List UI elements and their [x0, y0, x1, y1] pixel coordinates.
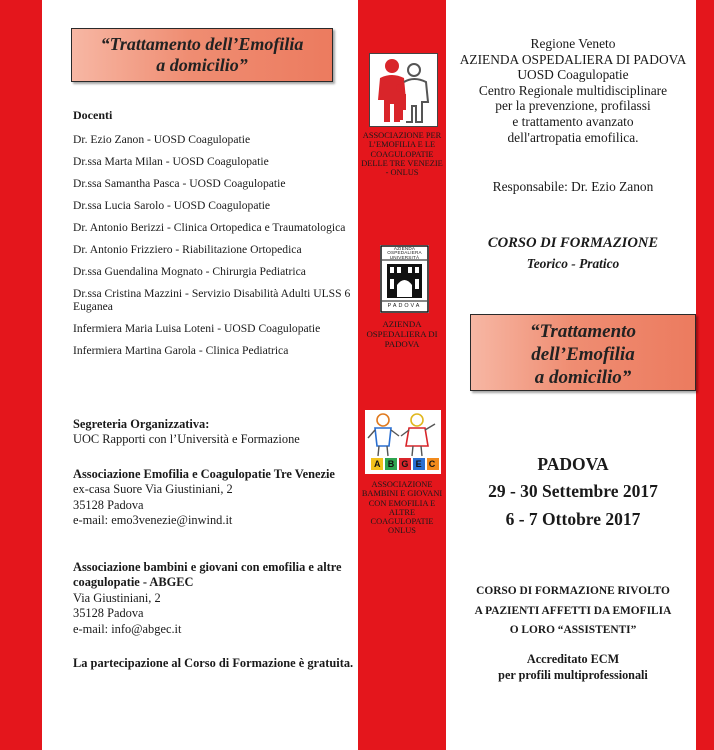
target-audience-line3: O LORO “ASSISTENTI” [509, 624, 637, 636]
associazione-emofilia-caption: ASSOCIAZIONE PER L’EMOFILIA E LE COAGULOPATIE DELLE TRE VENEZIE - ONLUS [361, 131, 443, 178]
associazione-emofilia-logo [369, 53, 438, 127]
left-red-strip [0, 0, 42, 750]
segreteria-line: UOC Rapporti con l’Università e Formazione [73, 432, 300, 447]
abgec-city: 35128 Padova [73, 606, 144, 621]
abgec-block [73, 560, 358, 637]
docente-item: Dr. Antonio Berizzi - Clinica Ortopedica e Traumatologica [73, 221, 346, 234]
left-title-line1: “Trattamento dell’Emofilia [100, 34, 304, 54]
right-title-box [470, 314, 696, 391]
docente-item: Dr.ssa Guendalina Mognato - Chirurgia Pediatrica [73, 265, 306, 278]
abgec-address: Via Giustiniani, 2 [73, 590, 161, 605]
abgec-email[interactable]: e-mail: info@abgec.it [73, 621, 182, 636]
organizer-desc-4: dell'artropatia emofilica. [507, 129, 639, 145]
docente-item: Dr.ssa Samantha Pasca - UOSD Coagulopatie [73, 177, 286, 190]
family-figures-icon [370, 54, 437, 126]
associazione-emofilia-email[interactable]: e-mail: emo3venezie@inwind.it [73, 513, 233, 528]
azienda-logo-bottom-text: PADOVA [387, 303, 422, 309]
right-red-strip [696, 0, 714, 750]
docente-item: Dr. Antonio Frizziero - Riabilitazione Ortopedica [73, 243, 302, 256]
organizer-block [450, 36, 696, 145]
corso-subtitle: Teorico - Pratico [526, 256, 620, 271]
organizer-desc-2: per la prevenzione, profilassi [495, 98, 651, 114]
associazione-emofilia-address: ex-casa Suore Via Giustiniani, 2 [73, 482, 233, 497]
right-title-line1: “Trattamento [530, 321, 636, 342]
segreteria-heading: Segreteria Organizzativa: [73, 417, 210, 431]
ecm-line2: per profili multiprofessionali [498, 668, 648, 682]
event-date-1: 29 - 30 Settembre 2017 [488, 481, 658, 501]
abgec-logo-text: ABGEC [374, 459, 443, 469]
event-date-2: 6 - 7 Ottobre 2017 [505, 509, 641, 529]
abgec-logo [365, 410, 441, 474]
azienda-ospedaliera-logo [380, 245, 429, 313]
corso-title: CORSO DI FORMAZIONE [487, 235, 659, 251]
azienda-logo-top-text: AZIENDA OSPEDALIERA UNIVERSITÀ [387, 246, 422, 260]
ecm-block [450, 651, 696, 683]
organizer-desc-1: Centro Regionale multidisciplinare [478, 82, 668, 98]
docente-item: Dr.ssa Lucia Sarolo - UOSD Coagulopatie [73, 199, 271, 212]
responsabile: Responsabile: Dr. Ezio Zanon [492, 179, 654, 194]
left-title-line2: a domicilio” [156, 55, 248, 75]
organizer-desc-3: e trattamento avanzato [512, 113, 634, 129]
docente-item: Dr. Ezio Zanon - UOSD Coagulopatie [73, 133, 251, 146]
organizer-region: Regione Veneto [530, 36, 616, 51]
docente-item: Infermiera Maria Luisa Loteni - UOSD Coagulopatie [73, 322, 321, 336]
associazione-emofilia-name: Associazione Emofilia e Coagulopatie Tre Venezie [73, 467, 335, 481]
right-title-line3: a domicilio” [534, 367, 632, 388]
ecm-line1: Accreditato ECM [526, 652, 620, 666]
docente-item: Infermiera Martina Garola - Clinica Pediatrica [73, 344, 289, 358]
abgec-name: Associazione bambini e giovani con emofilia e altre coagulopatie - ABGEC [73, 560, 342, 590]
target-audience-line1: CORSO DI FORMAZIONE RIVOLTO [476, 585, 670, 597]
target-audience-line2: A PAZIENTI AFFETTI DA EMOFILIA [474, 604, 672, 617]
docenti-heading: Docenti [73, 108, 113, 122]
associazione-emofilia-city: 35128 Padova [73, 497, 144, 512]
target-audience-block [450, 582, 696, 641]
docenti-list [73, 133, 358, 366]
organizer-hospital: AZIENDA OSPEDALIERA DI PADOVA [459, 51, 687, 67]
docente-item: Dr.ssa Cristina Mazzini - Servizio Disabilità Adulti ULSS 6 Euganea [73, 287, 351, 314]
docente-item: Dr.ssa Marta Milan - UOSD Coagulopatie [73, 155, 269, 168]
organizer-unit: UOSD Coagulopatie [517, 67, 629, 83]
segreteria-block [73, 417, 358, 448]
left-title-box [71, 28, 333, 82]
associazione-emofilia-block [73, 467, 358, 529]
partecipazione-note: La partecipazione al Corso di Formazione è gratuita. [73, 656, 354, 670]
abgec-caption: ASSOCIAZIONE BAMBINI E GIOVANI CON EMOFILIA E ALTRE COAGULOPATIE ONLUS [361, 480, 443, 536]
azienda-ospedaliera-caption: AZIENDA OSPEDALIERA DI PADOVA [366, 319, 438, 349]
right-title-line2: dell’Emofilia [531, 344, 635, 365]
event-city: PADOVA [537, 454, 609, 474]
